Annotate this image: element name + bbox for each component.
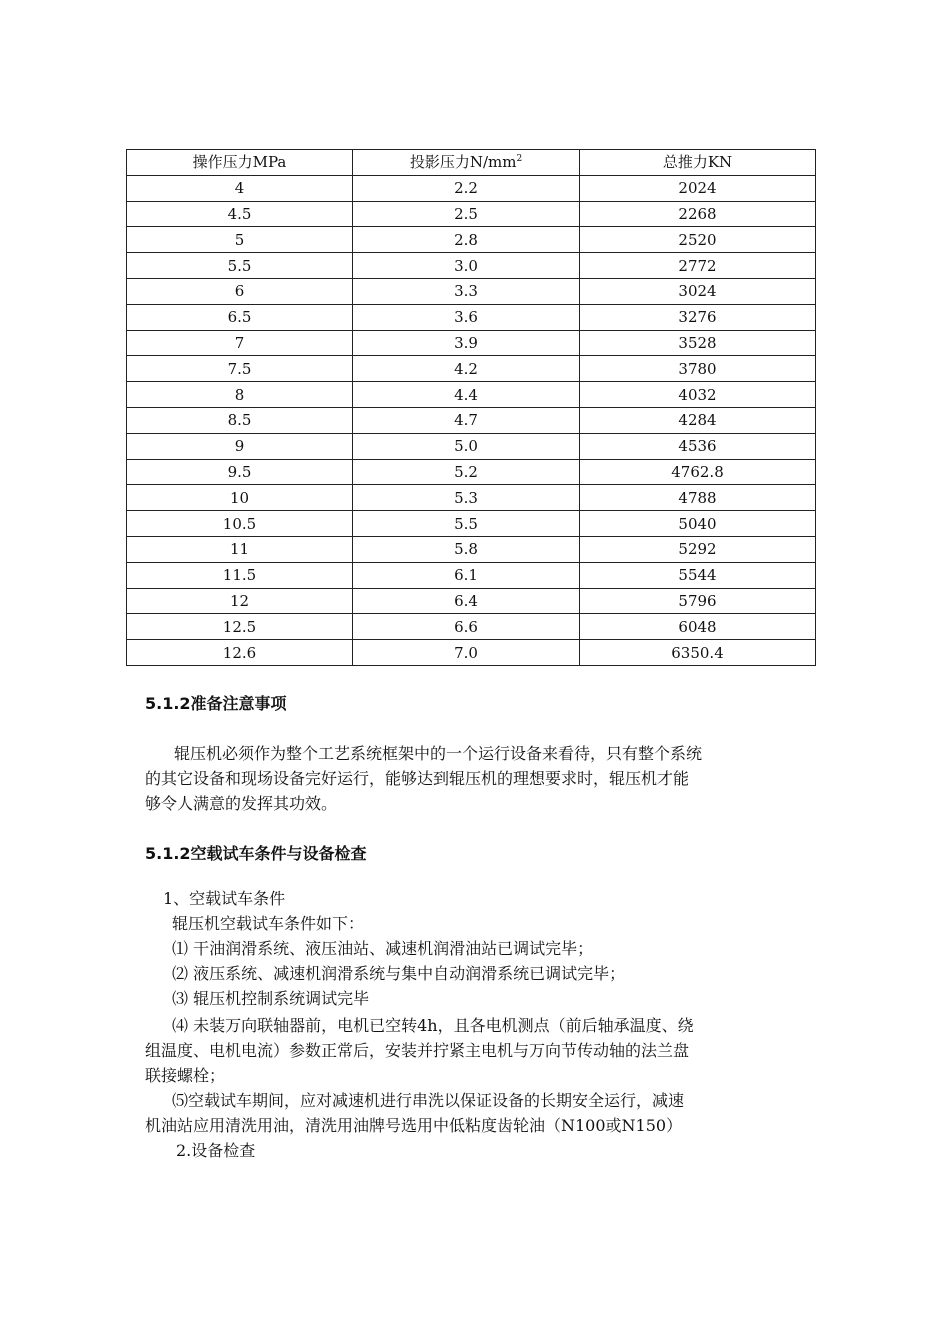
table-row [127, 640, 816, 666]
cell-total-thrust: 3528 [580, 330, 816, 356]
condition-4: ⑷ 未装万向联轴器前，电机已空转4h，且各电机测点（前后轴承温度、绕 [172, 1016, 694, 1035]
cell-total-thrust: 3276 [580, 304, 816, 330]
table-row [127, 485, 816, 511]
table-row [127, 175, 816, 201]
cell-operating-pressure: 8 [127, 382, 353, 408]
cell-operating-pressure: 5.5 [127, 253, 353, 279]
cell-total-thrust: 3024 [580, 278, 816, 304]
table-row [127, 562, 816, 588]
table-row [127, 356, 816, 382]
cell-operating-pressure: 10.5 [127, 511, 353, 537]
cell-total-thrust: 2520 [580, 227, 816, 253]
cell-operating-pressure: 5 [127, 227, 353, 253]
cell-projected-pressure: 5.5 [353, 511, 580, 537]
table-row [127, 511, 816, 537]
condition-4-cont: 联接螺栓； [145, 1066, 226, 1085]
cell-operating-pressure: 4 [127, 175, 353, 201]
table-row [127, 407, 816, 433]
paragraph-line: 够令人满意的发挥其功效。 [145, 794, 338, 813]
condition-1: ⑴ 干油润滑系统、液压油站、减速机润滑油站已调试完毕； [172, 939, 594, 958]
cell-total-thrust: 4762.8 [580, 459, 816, 485]
cell-operating-pressure: 8.5 [127, 407, 353, 433]
cell-projected-pressure: 6.1 [353, 562, 580, 588]
cell-total-thrust: 2268 [580, 201, 816, 227]
table-row [127, 588, 816, 614]
section-heading-noload-test: 5.1.2空载试车条件与设备检查 [145, 844, 367, 863]
cell-projected-pressure: 5.8 [353, 536, 580, 562]
cell-total-thrust: 2024 [580, 175, 816, 201]
table-body [127, 175, 816, 665]
table-row [127, 253, 816, 279]
cell-total-thrust: 5796 [580, 588, 816, 614]
table-row [127, 459, 816, 485]
cell-projected-pressure: 6.4 [353, 588, 580, 614]
cell-projected-pressure: 2.2 [353, 175, 580, 201]
cell-operating-pressure: 7 [127, 330, 353, 356]
cell-projected-pressure: 3.6 [353, 304, 580, 330]
cell-projected-pressure: 2.5 [353, 201, 580, 227]
table-row [127, 227, 816, 253]
cell-projected-pressure: 2.8 [353, 227, 580, 253]
cell-projected-pressure: 4.4 [353, 382, 580, 408]
cell-operating-pressure: 9 [127, 433, 353, 459]
cell-total-thrust: 2772 [580, 253, 816, 279]
cell-total-thrust: 6048 [580, 614, 816, 640]
table-row [127, 433, 816, 459]
cell-operating-pressure: 11.5 [127, 562, 353, 588]
cell-total-thrust: 3780 [580, 356, 816, 382]
cell-projected-pressure: 7.0 [353, 640, 580, 666]
list-item: 2.设备检查 [176, 1141, 256, 1160]
table-row [127, 201, 816, 227]
pressure-table [126, 149, 816, 666]
cell-projected-pressure: 5.3 [353, 485, 580, 511]
table-row [127, 382, 816, 408]
table-row [127, 304, 816, 330]
cell-operating-pressure: 11 [127, 536, 353, 562]
cell-projected-pressure: 5.2 [353, 459, 580, 485]
cell-total-thrust: 5040 [580, 511, 816, 537]
table-row [127, 614, 816, 640]
table-row [127, 536, 816, 562]
cell-operating-pressure: 6 [127, 278, 353, 304]
condition-3: ⑶ 辊压机控制系统调试完毕 [172, 989, 370, 1008]
paragraph-line: 辊压机必须作为整个工艺系统框架中的一个运行设备来看待，只有整个系统 [174, 744, 703, 763]
cell-operating-pressure: 10 [127, 485, 353, 511]
header-operating-pressure: 操作压力MPa [127, 150, 353, 176]
cell-operating-pressure: 4.5 [127, 201, 353, 227]
table-row [127, 278, 816, 304]
header-projected-pressure: 投影压力$N/mm^2$ [353, 150, 580, 176]
cell-total-thrust: 4284 [580, 407, 816, 433]
cell-total-thrust: 4032 [580, 382, 816, 408]
cell-total-thrust: 5292 [580, 536, 816, 562]
cell-operating-pressure: 7.5 [127, 356, 353, 382]
header-total-thrust: 总推力KN [580, 150, 816, 176]
cell-projected-pressure: 6.6 [353, 614, 580, 640]
cell-operating-pressure: 12.6 [127, 640, 353, 666]
cell-projected-pressure: 5.0 [353, 433, 580, 459]
cell-projected-pressure: 3.0 [353, 253, 580, 279]
cell-total-thrust: 6350.4 [580, 640, 816, 666]
cell-total-thrust: 4788 [580, 485, 816, 511]
paragraph-line: 的其它设备和现场设备完好运行，能够达到辊压机的理想要求时，辊压机才能 [145, 769, 690, 788]
cell-projected-pressure: 4.7 [353, 407, 580, 433]
condition-2: ⑵ 液压系统、减速机润滑系统与集中自动润滑系统已调试完毕； [172, 964, 626, 983]
cell-operating-pressure: 6.5 [127, 304, 353, 330]
paragraph-line: 辊压机空载试车条件如下： [172, 914, 365, 933]
cell-projected-pressure: 3.9 [353, 330, 580, 356]
condition-5: ⑸空载试车期间，应对减速机进行串洗以保证设备的长期安全运行，减速 [172, 1091, 685, 1110]
cell-projected-pressure: 4.2 [353, 356, 580, 382]
table-row [127, 330, 816, 356]
condition-4-cont: 组温度、电机电流）参数正常后，安装并拧紧主电机与万向节传动轴的法兰盘 [145, 1041, 690, 1060]
list-item: 1、空载试车条件 [163, 889, 286, 908]
cell-total-thrust: 4536 [580, 433, 816, 459]
condition-5-cont: 机油站应用清洗用油，清洗用油牌号选用中低粘度齿轮油（N100或N150） [145, 1116, 683, 1135]
cell-operating-pressure: 12 [127, 588, 353, 614]
cell-projected-pressure: 3.3 [353, 278, 580, 304]
table-header-row [127, 150, 816, 176]
cell-total-thrust: 5544 [580, 562, 816, 588]
cell-operating-pressure: 9.5 [127, 459, 353, 485]
section-heading-preparation: 5.1.2准备注意事项 [145, 694, 287, 713]
cell-operating-pressure: 12.5 [127, 614, 353, 640]
